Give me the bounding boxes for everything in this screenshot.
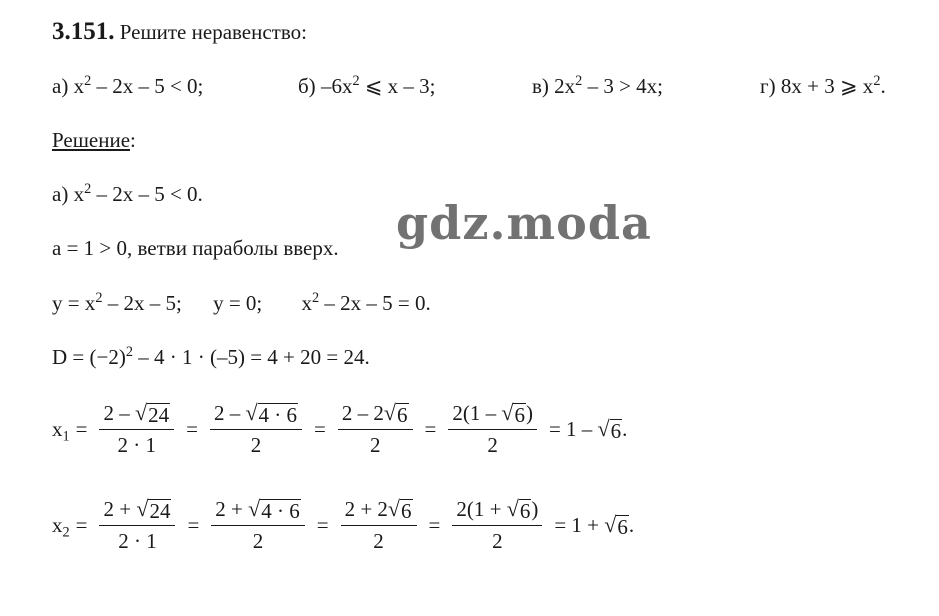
x1-result: = 1 – √ 6 . <box>548 416 628 443</box>
x1-var: $x_1$ <box>52 416 70 444</box>
equals-sign: = <box>187 512 200 537</box>
x2-subscript: 2 <box>62 523 70 540</box>
equals-sign: = <box>314 416 326 441</box>
part-a-statement <box>52 182 203 207</box>
x2-fraction-3: 2 + 2 √ 6 2 <box>341 496 417 554</box>
x1-fraction-3: 2 – 2 √ 6 2 <box>338 400 413 458</box>
function-exponent: 2 <box>95 290 103 307</box>
equals-sign: = <box>316 512 329 537</box>
x2-fraction-1: 2 + √ 24 2 · 1 <box>99 496 175 554</box>
task-b-expr-end: ⩽ x – 3; <box>359 74 436 98</box>
problem-header <box>52 18 307 46</box>
part-a-var: x <box>73 182 85 206</box>
task-b <box>298 74 436 99</box>
task-d-label: г) <box>760 74 776 98</box>
task-a-expr-start: x <box>73 74 85 98</box>
problem-number: 3.151. <box>52 18 115 45</box>
task-c-exponent: 2 <box>575 73 583 90</box>
task-d-exponent: 2 <box>873 73 881 90</box>
solution-heading <box>52 128 136 153</box>
task-b-exponent: 2 <box>352 73 360 90</box>
x1-fraction-2: 2 – √ 4 · 6 2 <box>210 400 302 458</box>
part-a-exponent: 2 <box>84 181 92 198</box>
task-d <box>760 74 886 99</box>
task-c-label: в) <box>532 74 549 98</box>
task-c-expr-start: 2x <box>554 74 576 98</box>
equals-sign: = <box>424 416 437 441</box>
equals-sign: = <box>186 416 198 441</box>
function-end: – 2x – 5; <box>102 291 182 315</box>
equals-sign: = <box>75 512 88 537</box>
solution-colon: : <box>130 128 136 152</box>
task-b-label: б) <box>298 74 316 98</box>
x2-fraction-4: 2(1 + √ 6 ) 2 <box>452 496 542 554</box>
task-a-label: а) <box>52 74 69 98</box>
task-a <box>52 74 203 99</box>
root-x1-line <box>52 400 633 458</box>
branches-line: a = 1 > 0, ветви параболы вверх. <box>52 236 339 260</box>
x2-result: = 1 + √ 6 . <box>554 512 635 539</box>
task-c <box>532 74 663 99</box>
root-x2-line <box>52 496 640 554</box>
x1-subscript: 1 <box>62 427 70 444</box>
watermark-logo: gdz.moda <box>396 196 652 250</box>
part-a-label: а) <box>52 182 69 206</box>
task-list <box>52 74 912 104</box>
discriminant-line <box>52 345 370 370</box>
function-line <box>52 291 431 316</box>
discriminant-exponent: 2 <box>125 344 133 361</box>
x2-fraction-2: 2 + √ 4 · 6 2 <box>211 496 304 554</box>
discriminant-start: D = (−2) <box>52 345 126 369</box>
problem-instruction: Решите неравенство: <box>119 20 307 44</box>
equals-sign: = <box>428 512 441 537</box>
equation-end: – 2x – 5 = 0. <box>319 291 431 315</box>
task-b-expr-start: –6x <box>320 74 353 98</box>
part-a-rest: – 2x – 5 < 0. <box>91 182 203 206</box>
zero-line: y = 0; <box>213 291 263 315</box>
equation-var: x <box>301 291 313 315</box>
equation-exponent: 2 <box>312 290 320 307</box>
x1-fraction-1: 2 – √ 24 2 · 1 <box>99 400 174 458</box>
task-a-exponent: 2 <box>84 73 92 90</box>
task-a-expr-end: – 2x – 5 < 0; <box>91 74 204 98</box>
solution-label: Решение <box>52 128 131 152</box>
discriminant-end: – 4 · 1 · (–5) = 4 + 20 = 24. <box>132 345 370 369</box>
task-d-expr-start: 8x + 3 ⩾ x <box>780 74 874 98</box>
task-d-expr-end: . <box>880 74 886 98</box>
equals-sign: = <box>75 416 88 441</box>
x2-var: $x_2$ <box>52 512 70 540</box>
x1-fraction-4: 2(1 – √ 6 ) 2 <box>448 400 537 458</box>
task-c-expr-end: – 3 > 4x; <box>582 74 663 98</box>
function-start: y = x <box>52 291 96 315</box>
